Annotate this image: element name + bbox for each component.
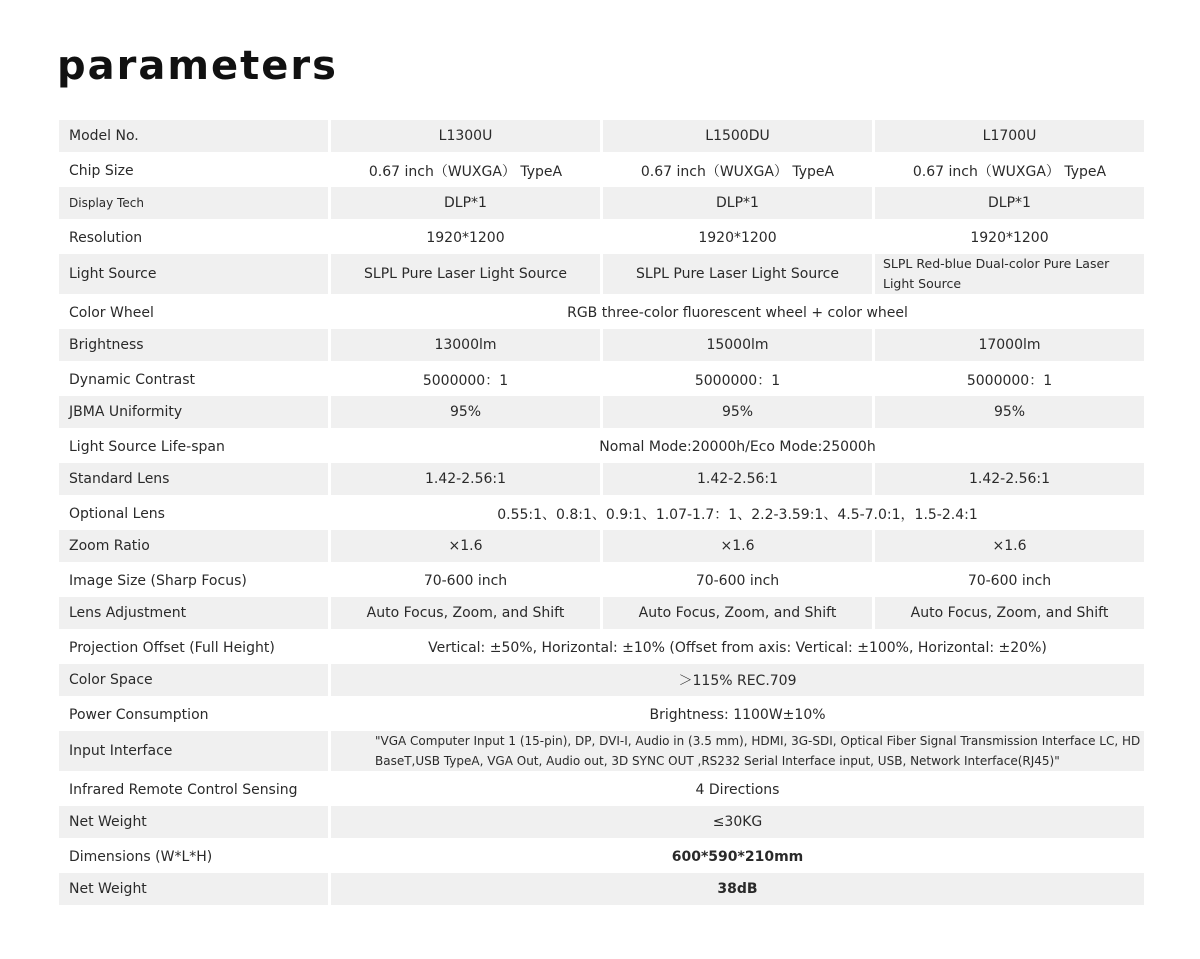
- row-value: Brightness: 1100W±10%: [649, 707, 826, 723]
- row-value: 95%: [875, 396, 1144, 428]
- row-net-weight: [59, 806, 1144, 838]
- row-value: 0.67 inch（WUXGA） TypeA: [912, 164, 1107, 180]
- row-dimensions: [59, 841, 1144, 873]
- row-value: 95%: [603, 396, 872, 428]
- row-optional-lens: [59, 498, 1144, 530]
- row-value: DLP*1: [603, 187, 872, 219]
- row-value: SLPL Red-blue Dual-color Pure Laser Light Source: [875, 254, 1144, 294]
- row-value: 5000000：1: [422, 373, 509, 389]
- row-display-tech: [59, 187, 1144, 219]
- row-value: 1.42-2.56:1: [875, 463, 1144, 495]
- row-value: 5000000：1: [694, 373, 781, 389]
- row-value: 0.67 inch（WUXGA） TypeA: [368, 164, 563, 180]
- row-value: DLP*1: [875, 187, 1144, 219]
- row-label: Projection Offset (Full Height): [69, 640, 275, 656]
- model-l1300u: L1300U: [331, 120, 600, 152]
- row-value: 5000000：1: [966, 373, 1053, 389]
- row-value: SLPL Pure Laser Light Source: [331, 254, 600, 294]
- row-label: Image Size (Sharp Focus): [69, 573, 247, 589]
- row-dynamic-contrast: [59, 364, 1144, 396]
- row-color-space: [59, 664, 1144, 696]
- row-label: Zoom Ratio: [59, 530, 328, 562]
- row-value: 17000lm: [875, 329, 1144, 361]
- row-label: Dynamic Contrast: [69, 372, 196, 388]
- row-zoom-ratio: [59, 530, 1144, 562]
- row-label: Lens Adjustment: [59, 597, 328, 629]
- row-value: Vertical: ±50%, Horizontal: ±10% (Offset from axis: Vertical: ±100%, Horizontal: ±20%): [428, 640, 1047, 656]
- row-label: Resolution: [69, 230, 143, 246]
- row-label: Net Weight: [59, 806, 328, 838]
- row-label: Light Source Life-span: [69, 439, 225, 455]
- row-value: 0.67 inch（WUXGA） TypeA: [640, 164, 835, 180]
- row-value: ×1.6: [603, 530, 872, 562]
- row-value: ≤30KG: [331, 806, 1144, 838]
- row-value: "VGA Computer Input 1 (15-pin), DP, DVI-I, Audio in (3.5 mm), HDMI, 3G-SDI, Optical Fiber Signal Transmission Interface LC, HD BaseT,USB TypeA, VGA Out, Audio out, 3D SYNC OUT ,RS232 Serial Interface input, USB, Network Interface(RJ45)": [331, 731, 1144, 771]
- row-lens-adjustment: [59, 597, 1144, 629]
- row-value: 1920*1200: [970, 230, 1049, 246]
- row-image-size: [59, 565, 1144, 597]
- row-value: 70-600 inch: [423, 573, 508, 589]
- row-noise: [59, 873, 1144, 905]
- row-value: Auto Focus, Zoom, and Shift: [875, 597, 1144, 629]
- row-label: Standard Lens: [59, 463, 328, 495]
- row-value: 4 Directions: [695, 782, 780, 798]
- row-value: ＞115% REC.709: [331, 664, 1144, 696]
- row-label: Color Wheel: [69, 305, 154, 321]
- row-label: Input Interface: [59, 731, 328, 771]
- row-value: Nomal Mode:20000h/Eco Mode:25000h: [599, 439, 876, 455]
- row-label: Display Tech: [59, 187, 328, 219]
- row-projection-offset: [59, 632, 1144, 664]
- row-label: Model No.: [59, 120, 328, 152]
- row-value: Auto Focus, Zoom, and Shift: [603, 597, 872, 629]
- row-value: 0.55:1、0.8:1、0.9:1、1.07-1.7：1、2.2-3.59:1、4.5-7.0:1，1.5-2.4:1: [497, 507, 978, 523]
- row-label: Light Source: [59, 254, 328, 294]
- row-value: Auto Focus, Zoom, and Shift: [331, 597, 600, 629]
- row-label: Net Weight: [59, 873, 328, 905]
- row-value: 70-600 inch: [695, 573, 780, 589]
- row-resolution: [59, 222, 1144, 254]
- row-light-source-lifespan: [59, 431, 1144, 463]
- row-label: Infrared Remote Control Sensing: [69, 782, 298, 798]
- row-label: Optional Lens: [69, 506, 165, 522]
- row-value: 95%: [331, 396, 600, 428]
- row-value: 15000lm: [603, 329, 872, 361]
- row-standard-lens: [59, 463, 1144, 495]
- row-label: Power Consumption: [69, 707, 209, 723]
- row-value: DLP*1: [331, 187, 600, 219]
- row-light-source: [59, 254, 1144, 294]
- row-value: 1920*1200: [698, 230, 777, 246]
- row-infrared-remote: [59, 774, 1144, 806]
- row-value: RGB three-color fluorescent wheel + color wheel: [567, 305, 908, 321]
- row-input-interface: [59, 731, 1144, 771]
- row-label: Brightness: [59, 329, 328, 361]
- row-value: 38dB: [331, 873, 1144, 905]
- row-value: 70-600 inch: [967, 573, 1052, 589]
- row-chip-size: [59, 155, 1144, 187]
- row-color-wheel: [59, 297, 1144, 329]
- row-value: 13000lm: [331, 329, 600, 361]
- row-value: 1.42-2.56:1: [331, 463, 600, 495]
- model-l1700u: L1700U: [875, 120, 1144, 152]
- row-value: SLPL Pure Laser Light Source: [603, 254, 872, 294]
- row-label: Dimensions (W*L*H): [69, 849, 213, 865]
- row-power-consumption: [59, 699, 1144, 731]
- model-l1500du: L1500DU: [603, 120, 872, 152]
- row-value: 1.42-2.56:1: [603, 463, 872, 495]
- row-brightness: [59, 329, 1144, 361]
- row-value: 600*590*210mm: [671, 849, 804, 865]
- row-label: Color Space: [59, 664, 328, 696]
- row-label: Chip Size: [69, 163, 134, 179]
- row-model-no: [59, 120, 1144, 152]
- page-title: parameters: [57, 43, 338, 89]
- row-label: JBMA Uniformity: [59, 396, 328, 428]
- row-jbma-uniformity: [59, 396, 1144, 428]
- row-value: ×1.6: [875, 530, 1144, 562]
- spec-table: [56, 120, 1147, 905]
- row-value: 1920*1200: [426, 230, 505, 246]
- row-value: ×1.6: [331, 530, 600, 562]
